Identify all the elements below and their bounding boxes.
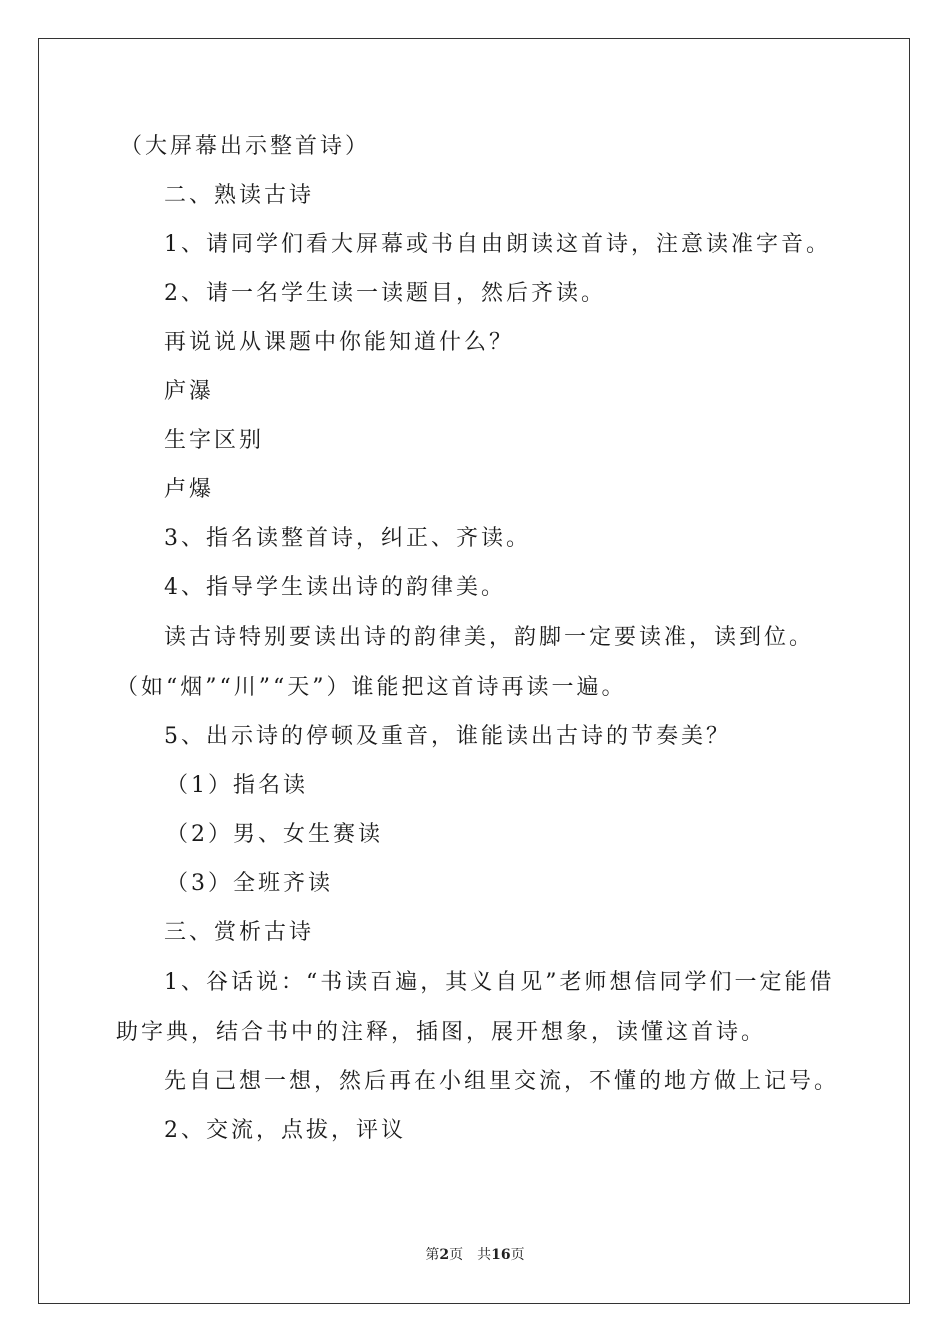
total-prefix: 共 [477,1247,492,1263]
paragraph: 庐瀑 [164,379,215,404]
current-page-number: 2 [439,1247,450,1263]
paragraph: 3、指名读整首诗，纠正、齐读。 [164,526,531,551]
paragraph: 4、指导学生读出诗的韵律美。 [164,575,506,600]
paragraph: 2、请一名学生读一读题目，然后齐读。 [164,281,606,306]
document-body [116,130,840,1148]
paragraph: 卢爆 [164,477,215,502]
paragraph: 5、出示诗的停顿及重音，谁能读出古诗的节奏美？ [164,724,731,749]
page-footer [0,1244,950,1264]
paragraph: 2、交流，点拔，评议 [164,1118,406,1143]
paragraph: 先自己想一想，然后再在小组里交流，不懂的地方做上记号。 [164,1069,840,1094]
total-page-number: 16 [491,1247,511,1263]
list-item: （1）指名读 [166,773,308,798]
paragraph: 生字区别 [164,428,265,453]
page-prefix: 第 [425,1247,440,1263]
paragraph: 再说说从课题中你能知道什么？ [164,330,515,355]
paragraph: （大屏幕出示整首诗） [120,134,371,159]
paragraph: 1、谷话说：“书读百遍，其义自见”老师想信同学们一定能借助字典，结合书中的注释，插图，展开想象，读懂这首诗。 [116,970,835,1045]
total-suffix: 页 [510,1247,525,1263]
paragraph: 1、请同学们看大屏幕或书自由朗读这首诗，注意读准字音。 [164,232,831,257]
paragraph: 读古诗特别要读出诗的韵律美，韵脚一定要读准，读到位。（如“烟”“川”“天”）谁能把这首诗再读一遍。 [116,625,815,700]
list-item: （3）全班齐读 [166,871,333,896]
page-suffix: 页 [449,1247,464,1263]
section-heading: 二、熟读古诗 [164,183,315,208]
list-item: （2）男、女生赛读 [166,822,383,847]
section-heading: 三、赏析古诗 [164,920,315,945]
